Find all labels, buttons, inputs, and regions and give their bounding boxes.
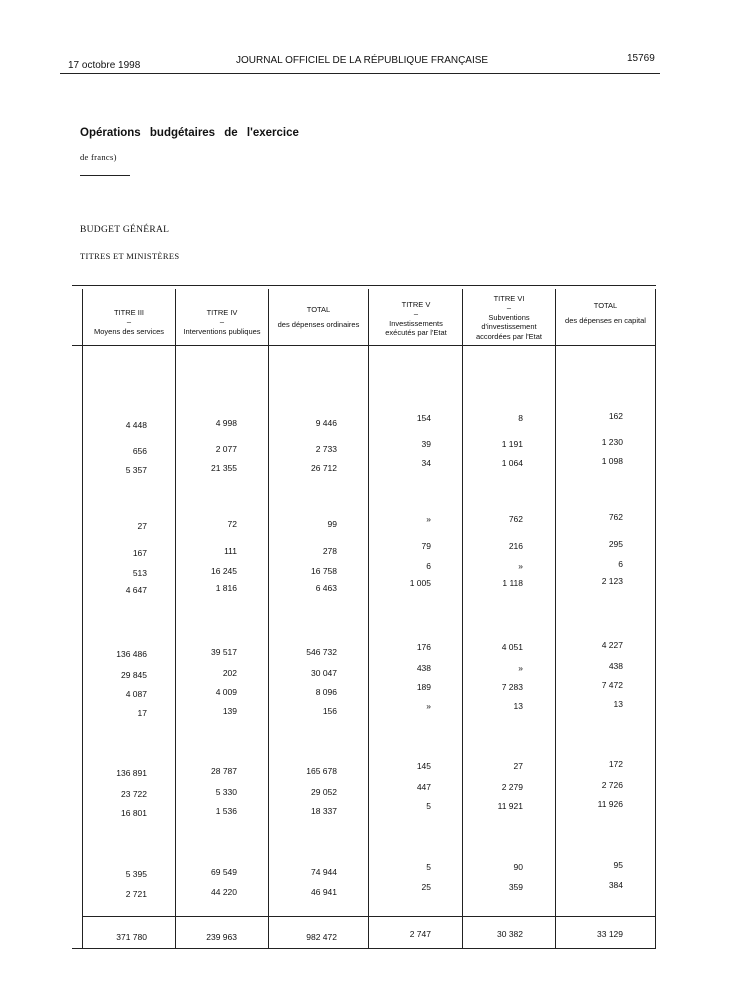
col-line-2 <box>268 289 269 948</box>
table-cell: » <box>518 561 523 571</box>
col-header-titre-iv <box>176 308 268 336</box>
journal-title: JOURNAL OFFICIEL DE LA RÉPUBLIQUE FRANÇAISE <box>236 55 489 66</box>
table-cell: 11 921 <box>497 801 523 811</box>
table-cell: 202 <box>222 668 237 678</box>
table-cell: 18 337 <box>311 806 337 816</box>
table-cell: 189 <box>416 682 431 692</box>
table-cell: 1 118 <box>502 578 523 588</box>
table-cell: 27 <box>513 761 523 771</box>
table-cell: 34 <box>421 458 431 468</box>
table-cell: 1 230 <box>601 437 623 447</box>
table-cell: » <box>518 663 523 673</box>
table-cell: 29 845 <box>121 670 147 680</box>
table-cell: 4 087 <box>125 689 147 699</box>
table-cell: 1 816 <box>215 583 237 593</box>
table-cell: 162 <box>608 411 623 421</box>
table-cell: 8 096 <box>315 687 337 697</box>
col-header-bottom: des dépenses ordinaires <box>277 320 360 330</box>
budget-heading: BUDGET GÉNÉRAL <box>80 225 170 235</box>
table-cell: 7 472 <box>601 680 623 690</box>
total-cell: 30 382 <box>497 929 523 939</box>
section-subtitle: de francs) <box>80 152 117 162</box>
table-cell: 145 <box>416 761 431 771</box>
table-cell: 95 <box>613 860 623 870</box>
table-cell: 1 064 <box>501 458 523 468</box>
table-cell: 2 721 <box>125 889 147 899</box>
table-cell: 111 <box>224 546 237 556</box>
table-cell: 5 395 <box>125 869 147 879</box>
table-cell: 25 <box>421 882 431 892</box>
table-cell: 216 <box>508 541 523 551</box>
table-cell: 9 446 <box>315 418 337 428</box>
col-line-0 <box>82 289 83 948</box>
table-cell: 46 941 <box>311 887 337 897</box>
table-cell: 5 <box>426 801 431 811</box>
table-cell: 4 051 <box>501 642 523 652</box>
table-cell: 39 517 <box>211 647 237 657</box>
col-header-top: TITRE III <box>114 308 144 317</box>
table-cell: 167 <box>132 548 147 558</box>
col-header-titre-v <box>370 300 462 338</box>
col-header-bottom: Subventions d'investissement accordées par l'Etat <box>475 312 543 341</box>
col-header-titre-iii <box>84 308 174 336</box>
table-cell: 278 <box>322 546 337 556</box>
table-cell: 2 733 <box>315 444 337 454</box>
col-header-dash: – <box>506 303 512 313</box>
table-cell: 6 <box>426 561 431 571</box>
table-cell: 2 279 <box>501 782 523 792</box>
table-cell: 16 245 <box>211 566 237 576</box>
table-cell: 136 486 <box>116 649 147 659</box>
short-rule <box>80 175 130 176</box>
table-cell: 172 <box>608 759 623 769</box>
table-cell: 546 732 <box>306 647 337 657</box>
table-cell: 1 191 <box>501 439 523 449</box>
table-cell: 16 801 <box>121 808 147 818</box>
header-rule <box>60 73 660 74</box>
table-cell: 4 647 <box>125 585 147 595</box>
table-cell: 5 <box>426 862 431 872</box>
table-cell: 438 <box>416 663 431 673</box>
table-cell: 2 123 <box>601 576 623 586</box>
table-cell: 44 220 <box>211 887 237 897</box>
table-cell: 1 005 <box>409 578 431 588</box>
table-cell: 29 052 <box>311 787 337 797</box>
table-cell: » <box>426 514 431 524</box>
col-header-total-ordinaires <box>269 305 368 330</box>
table-cell: 26 712 <box>311 463 337 473</box>
table-cell: 384 <box>608 880 623 890</box>
table-cell: 11 926 <box>597 799 623 809</box>
col-header-top: TOTAL <box>306 305 331 314</box>
table-cell: 1 536 <box>215 806 237 816</box>
table-cell: 154 <box>416 413 431 423</box>
table-cell: 23 722 <box>121 789 147 799</box>
page-date: 17 octobre 1998 <box>68 60 141 71</box>
col-header-dash: – <box>413 309 419 319</box>
table-cell: 74 944 <box>311 867 337 877</box>
total-cell: 982 472 <box>306 932 337 942</box>
col-line-6 <box>655 289 656 948</box>
col-header-dash: – <box>126 317 132 327</box>
table-cell: 8 <box>518 413 523 423</box>
col-header-total-capital <box>556 301 655 326</box>
total-cell: 239 963 <box>206 932 237 942</box>
table-header-rule <box>72 345 656 346</box>
total-cell: 33 129 <box>597 929 623 939</box>
table-cell: 136 891 <box>116 768 147 778</box>
table-cell: 762 <box>508 514 523 524</box>
col-header-bottom: Interventions publiques <box>183 326 261 336</box>
table-cell: 1 098 <box>601 456 623 466</box>
col-line-3 <box>368 289 369 948</box>
table-total-rule <box>82 916 656 917</box>
table-cell: 16 758 <box>311 566 337 576</box>
table-cell: 69 549 <box>211 867 237 877</box>
table-cell: 7 283 <box>501 682 523 692</box>
col-header-top: TITRE V <box>401 300 431 309</box>
col-header-bottom: Moyens des services <box>93 326 165 336</box>
table-cell: 295 <box>608 539 623 549</box>
table-cell: 762 <box>608 512 623 522</box>
col-header-top: TITRE VI <box>493 294 525 303</box>
table-cell: 359 <box>508 882 523 892</box>
table-cell: 513 <box>132 568 147 578</box>
col-header-titre-vi <box>463 294 555 341</box>
table-cell: 21 355 <box>211 463 237 473</box>
section-title: Opérations budgétaires de l'exercice <box>80 127 299 139</box>
table-cell: 39 <box>421 439 431 449</box>
total-cell: 2 747 <box>409 929 431 939</box>
table-cell: 4 998 <box>215 418 237 428</box>
table-cell: 79 <box>421 541 431 551</box>
col-header-dash: – <box>219 317 225 327</box>
table-bottom-rule <box>72 948 656 949</box>
col-header-bottom: des dépenses en capital <box>565 316 646 326</box>
table-cell: 4 448 <box>125 420 147 430</box>
table-cell: 4 227 <box>601 640 623 650</box>
table-cell: 17 <box>137 708 147 718</box>
table-cell: 90 <box>513 862 523 872</box>
table-cell: 99 <box>327 519 337 529</box>
table-cell: 2 726 <box>601 780 623 790</box>
col-header-top: TITRE IV <box>206 308 238 317</box>
table-cell: 30 047 <box>311 668 337 678</box>
col-line-5 <box>555 289 556 948</box>
table-cell: 165 678 <box>306 766 337 776</box>
page-number: 15769 <box>627 53 655 64</box>
table-cell: 4 009 <box>215 687 237 697</box>
table-cell: 5 357 <box>125 465 147 475</box>
table-cell: 139 <box>222 706 237 716</box>
total-cell: 371 780 <box>116 932 147 942</box>
col-header-bottom: Investissements exécutés par l'Etat <box>385 318 447 338</box>
table-cell: 2 077 <box>215 444 237 454</box>
table-top-rule <box>72 285 656 286</box>
table-cell: 27 <box>137 521 147 531</box>
table-cell: 5 330 <box>215 787 237 797</box>
table-cell: 438 <box>608 661 623 671</box>
col-line-1 <box>175 289 176 948</box>
table-cell: 13 <box>513 701 523 711</box>
table-cell: 6 <box>618 559 623 569</box>
table-cell: 176 <box>416 642 431 652</box>
table-cell: 656 <box>132 446 147 456</box>
table-cell: 156 <box>322 706 337 716</box>
table-cell: 13 <box>613 699 623 709</box>
titles-heading: TITRES ET MINISTÈRES <box>80 251 180 261</box>
table-cell: 28 787 <box>211 766 237 776</box>
table-cell: » <box>426 701 431 711</box>
table-cell: 447 <box>416 782 431 792</box>
table-cell: 6 463 <box>315 583 337 593</box>
col-line-4 <box>462 289 463 948</box>
col-header-top: TOTAL <box>593 301 618 310</box>
table-cell: 72 <box>227 519 237 529</box>
